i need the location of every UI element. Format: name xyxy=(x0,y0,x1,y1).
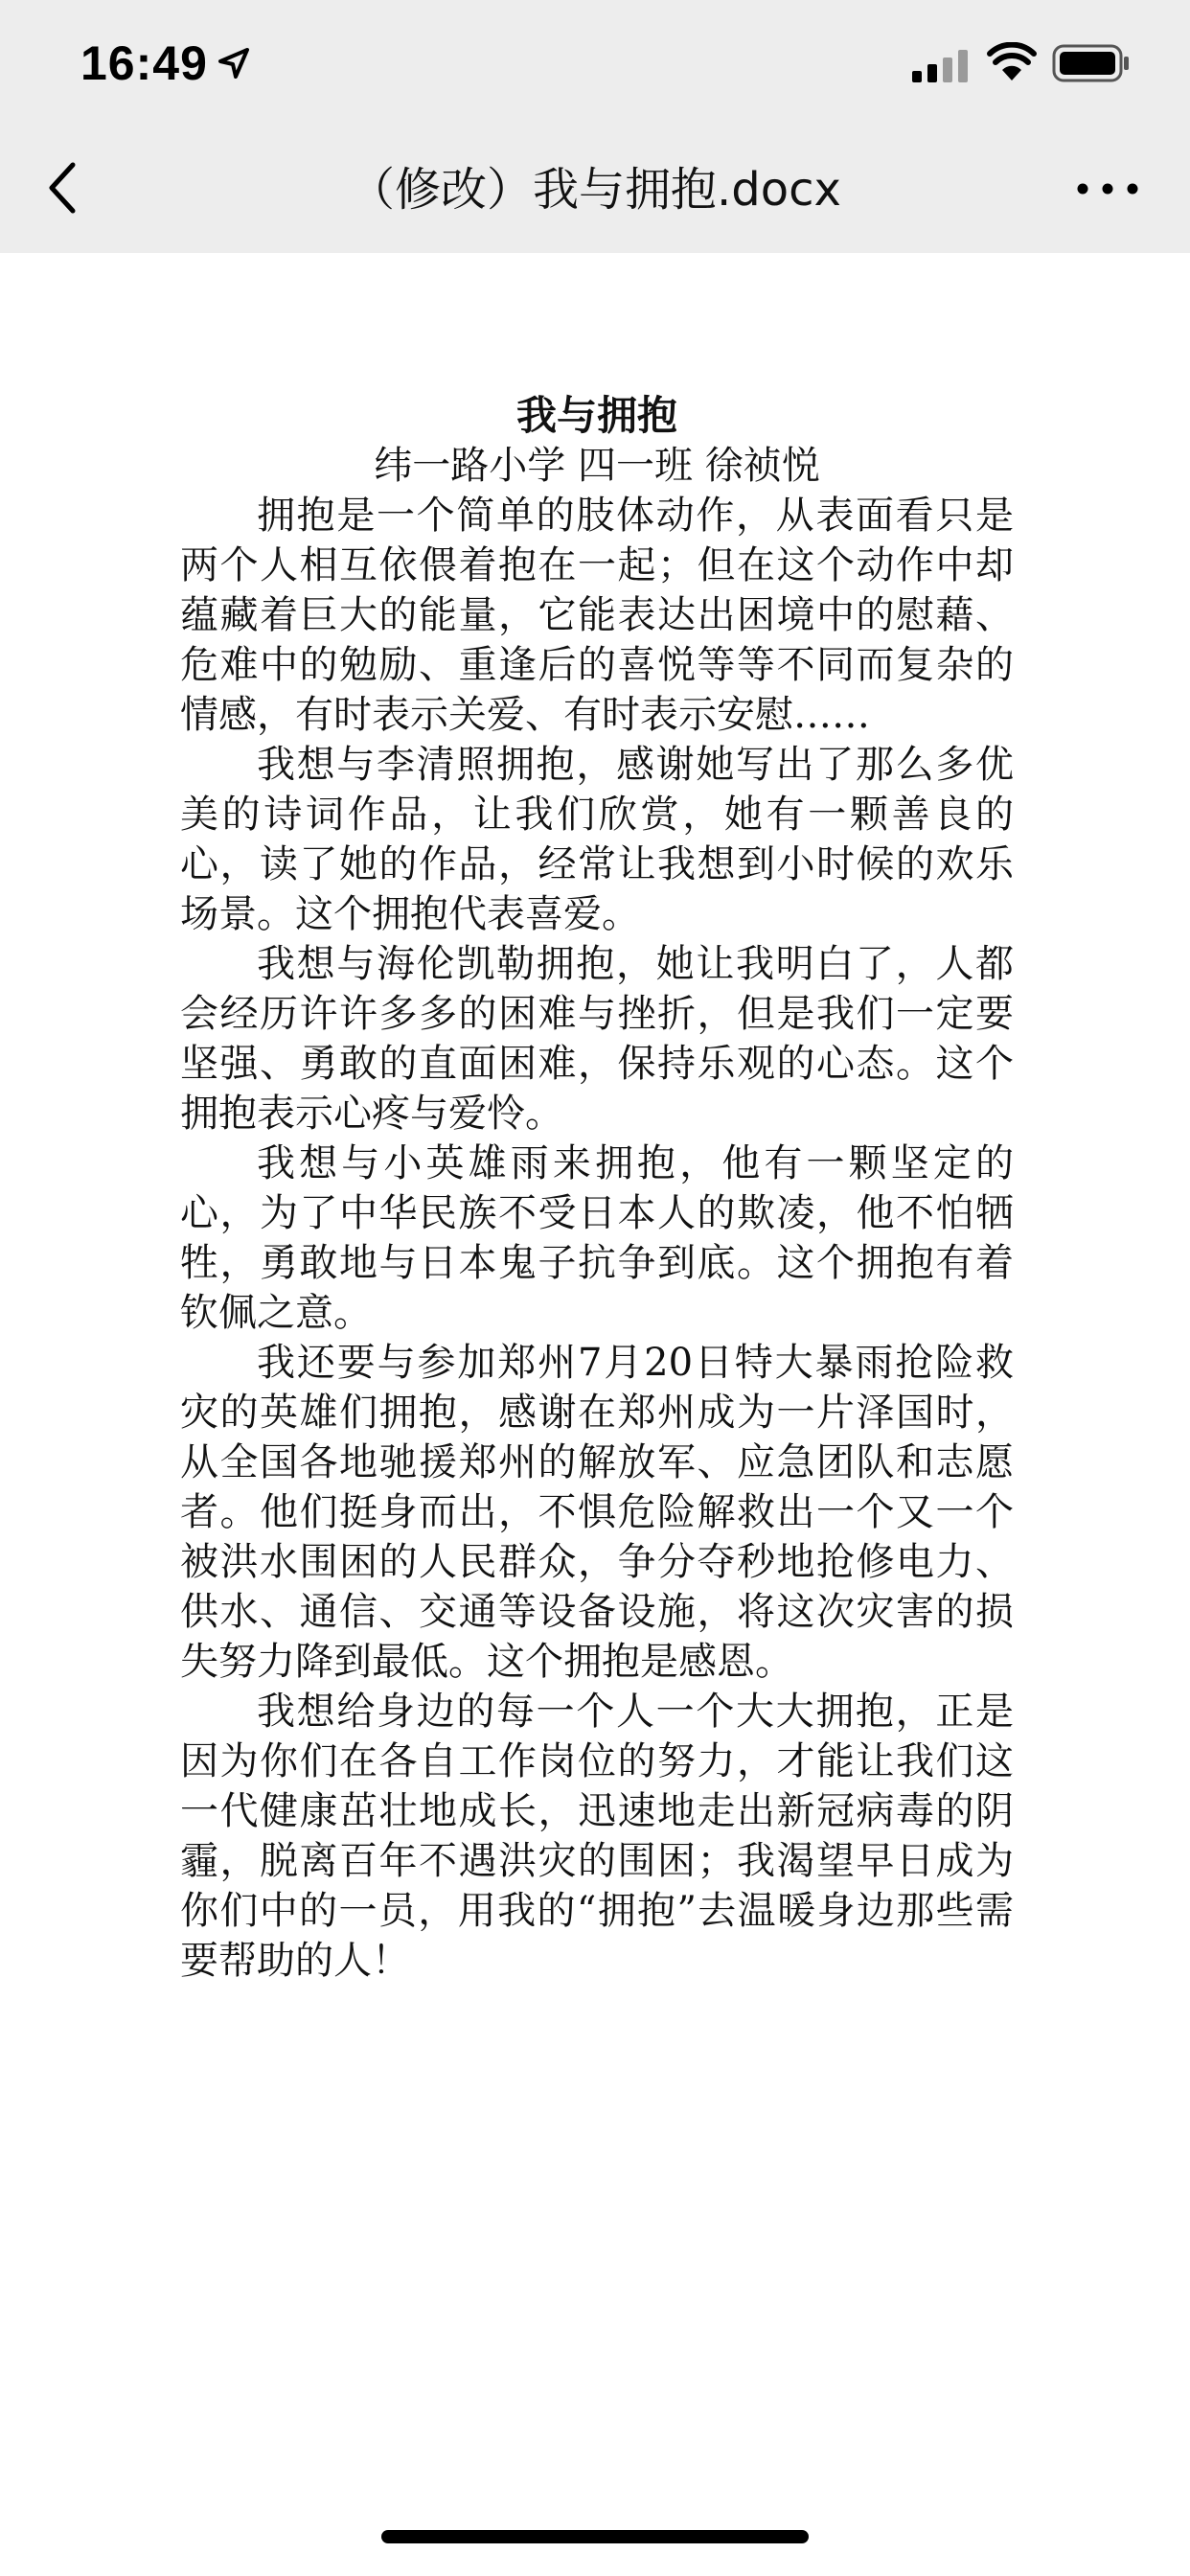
document-author: 纬一路小学 四一班 徐祯悦 xyxy=(374,444,820,488)
location-arrow-icon xyxy=(217,46,251,80)
home-indicator[interactable] xyxy=(381,2530,809,2543)
paragraph: 我想给身边的每一个人一个大大拥抱，正是因为你们在各自工作岗位的努力，才能让我们这一代健康茁壮地成长，迅速地走出新冠病毒的阴霾，脱离百年不遇洪灾的围困；我渴望早日成为你们中的一员，用我的“拥抱”去温暖身边那些需要帮助的人！ xyxy=(180,1690,1014,1983)
battery-icon xyxy=(1052,44,1131,82)
paragraph: 我想与海伦凯勒拥抱，她让我明白了，人都会经历许许多多的困难与挫折，但是我们一定要坚强、勇敢的直面困难，保持乐观的心态。这个拥抱表示心疼与爱怜。 xyxy=(180,942,1014,1136)
document-body xyxy=(180,391,1014,1986)
wifi-icon xyxy=(987,42,1037,82)
paragraph: 我想与李清照拥抱，感谢她写出了那么多优美的诗词作品，让我们欣赏，她有一颗善良的心，读了她的作品，经常让我想到小时候的欢乐场景。这个拥抱代表喜爱。 xyxy=(180,743,1014,936)
back-button[interactable] xyxy=(38,153,86,222)
document-name-title: （修改）我与拥抱.docx xyxy=(349,163,841,217)
more-button[interactable] xyxy=(1073,172,1142,205)
top-bar xyxy=(0,0,1190,253)
cellular-signal-icon xyxy=(912,50,970,82)
paragraph: 拥抱是一个简单的肢体动作，从表面看只是两个人相互依偎着抱在一起；但在这个动作中却蕴藏着巨大的能量，它能表达出困境中的慰藉、危难中的勉励、重逢后的喜悦等等不同而复杂的情感，有时表示关爱、有时表示安慰…… xyxy=(180,494,1014,737)
paragraph: 我还要与参加郑州7月20日特大暴雨抢险救灾的英雄们拥抱，感谢在郑州成为一片泽国时，从全国各地驰援郑州的解放军、应急团队和志愿者。他们挺身而出，不惧危险解救出一个又一个被洪水围困的人民群众，争分夺秒地抢修电力、供水、通信、交通等设备设施，将这次灾害的损失努力降到最低。这个拥抱是感恩。 xyxy=(180,1341,1014,1684)
document-title: 我与拥抱 xyxy=(515,392,677,439)
status-time: 16:49 xyxy=(80,36,208,90)
paragraph: 我想与小英雄雨来拥抱，他有一颗坚定的心，为了中华民族不受日本人的欺凌，他不怕牺牲，勇敢地与日本鬼子抗争到底。这个拥抱有着钦佩之意。 xyxy=(180,1141,1014,1335)
